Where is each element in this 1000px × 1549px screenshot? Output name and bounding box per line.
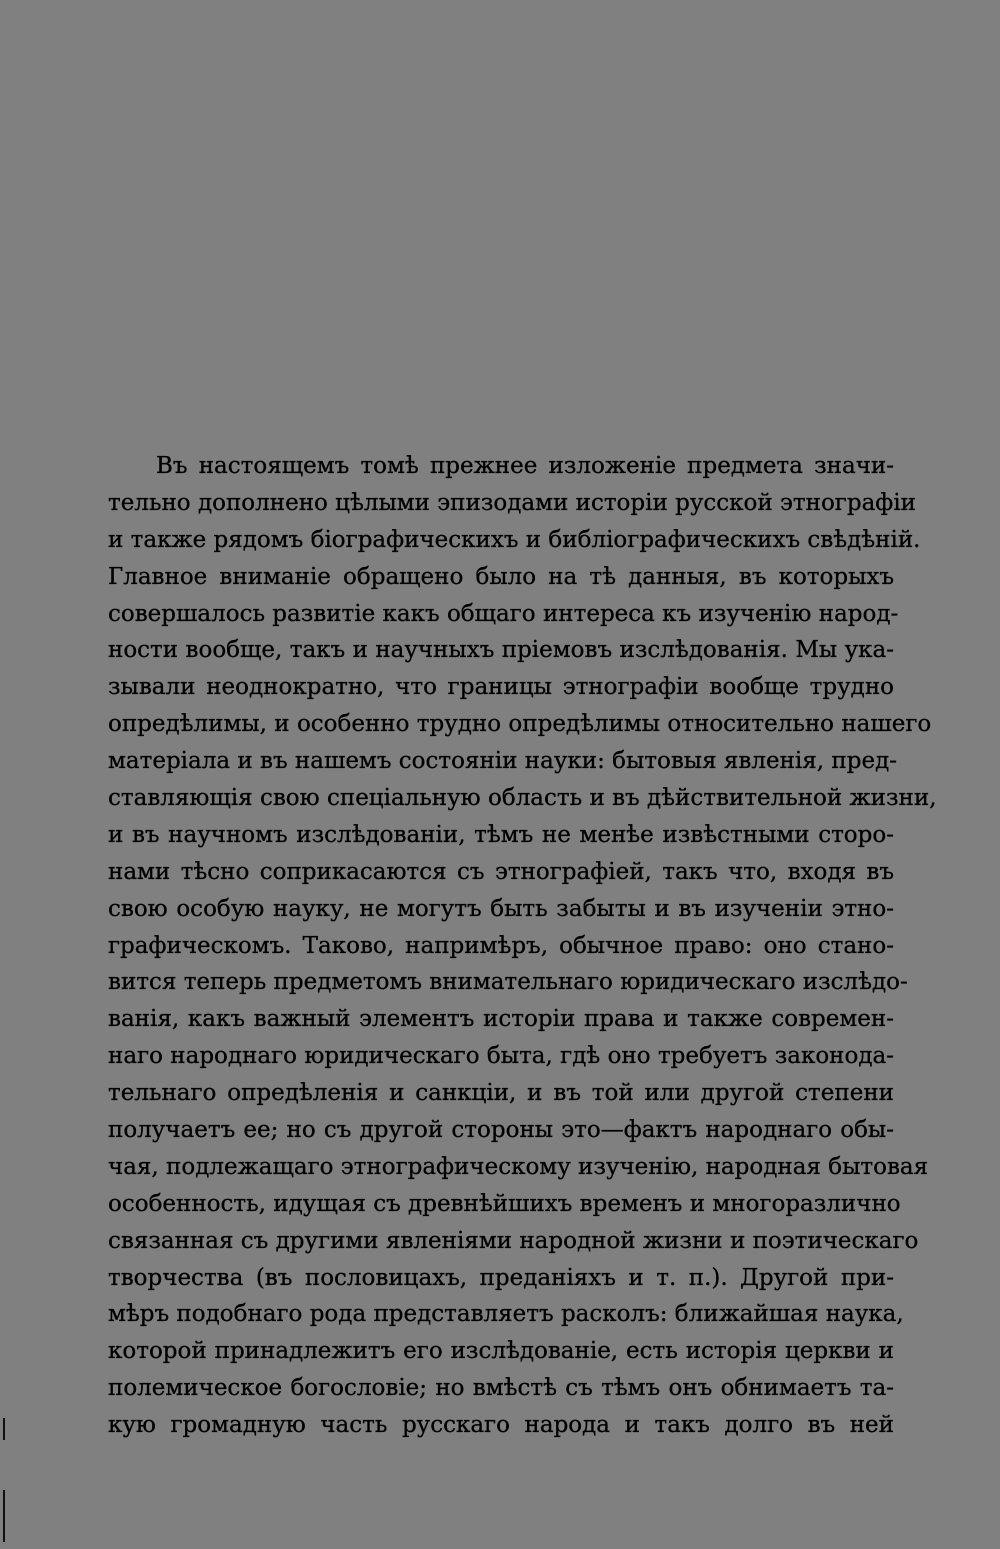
text-line-11: и въ научномъ изслѣдованіи, тѣмъ не менѣе извѣстными сторо- — [108, 821, 894, 848]
text-line-10: ставляющія свою спеціальную область и въ дѣйствительной жизни, — [108, 785, 937, 812]
text-line-4: Главное вниманіе обращено было на тѣ данныя, въ которыхъ — [108, 563, 894, 590]
text-line-3: и также рядомъ біографическихъ и библіографическихъ свѣдѣній. — [108, 526, 921, 553]
text-line-15: вится теперь предметомъ внимательнаго юридическаго изслѣдо- — [108, 969, 908, 996]
text-line-16: ванія, какъ важный элементъ исторіи права и также современ- — [108, 1006, 894, 1033]
text-line-1: Въ настоящемъ томѣ прежнее изложеніе предмета значи- — [156, 453, 894, 479]
text-line-21: особенность, идущая съ древнѣйшихъ временъ и многоразлично — [108, 1190, 901, 1217]
text-line-6: ности вообще, такъ и научныхъ пріемовъ изслѣдованія. Мы ука- — [108, 637, 894, 664]
text-line-12: нами тѣсно соприкасаются съ этнографіей, такъ что, входя въ — [108, 858, 894, 885]
text-line-18: тельнаго опредѣленія и санкціи, и въ той или другой степени — [108, 1080, 894, 1107]
text-line-19: получаетъ ее; но съ другой стороны это—фактъ народнаго обы- — [108, 1117, 894, 1144]
text-line-20: чая, подлежащаго этнографическому изученію, народная бытовая — [108, 1153, 929, 1180]
text-line-2: тельно дополнено цѣлыми эпизодами исторіи русской этнографіи — [108, 489, 916, 516]
scan-edge-mark — [3, 1490, 5, 1542]
text-line-24: мѣръ подобнаго рода представляетъ расколъ: ближайшая наука, — [108, 1301, 904, 1328]
scan-edge-mark — [3, 1418, 5, 1440]
text-line-13: свою особую науку, не могутъ быть забыты и въ изученіи этно- — [108, 895, 894, 922]
text-line-26: полемическое богословіе; но вмѣстѣ съ тѣмъ онъ обнимаетъ та- — [108, 1375, 894, 1402]
text-line-22: связанная съ другими явленіями народной жизни и поэтическаго — [108, 1227, 919, 1254]
text-line-25: которой принадлежитъ его изслѣдованіе, есть исторія церкви и — [108, 1338, 894, 1365]
text-line-17: наго народнаго юридическаго быта, гдѣ оно требуетъ законода- — [108, 1043, 894, 1070]
body-text — [108, 448, 937, 1444]
text-line-23: творчества (въ пословицахъ, преданіяхъ и т. п.). Другой при- — [108, 1264, 894, 1291]
text-line-27: кую громадную часть русскаго народа и такъ долго въ ней — [108, 1412, 894, 1439]
text-line-8: опредѣлимы, и особенно трудно опредѣлимы относительно нашего — [108, 711, 932, 738]
text-line-9: матеріала и въ нашемъ состояніи науки: бытовыя явленія, пред- — [108, 748, 898, 775]
text-line-7: зывали неоднократно, что границы этнографіи вообще трудно — [108, 674, 894, 701]
text-line-14: графическомъ. Таково, напримѣръ, обычное право: оно стано- — [108, 932, 894, 959]
text-line-5: совершалось развитіе какъ общаго интереса къ изученію народ- — [108, 600, 899, 627]
